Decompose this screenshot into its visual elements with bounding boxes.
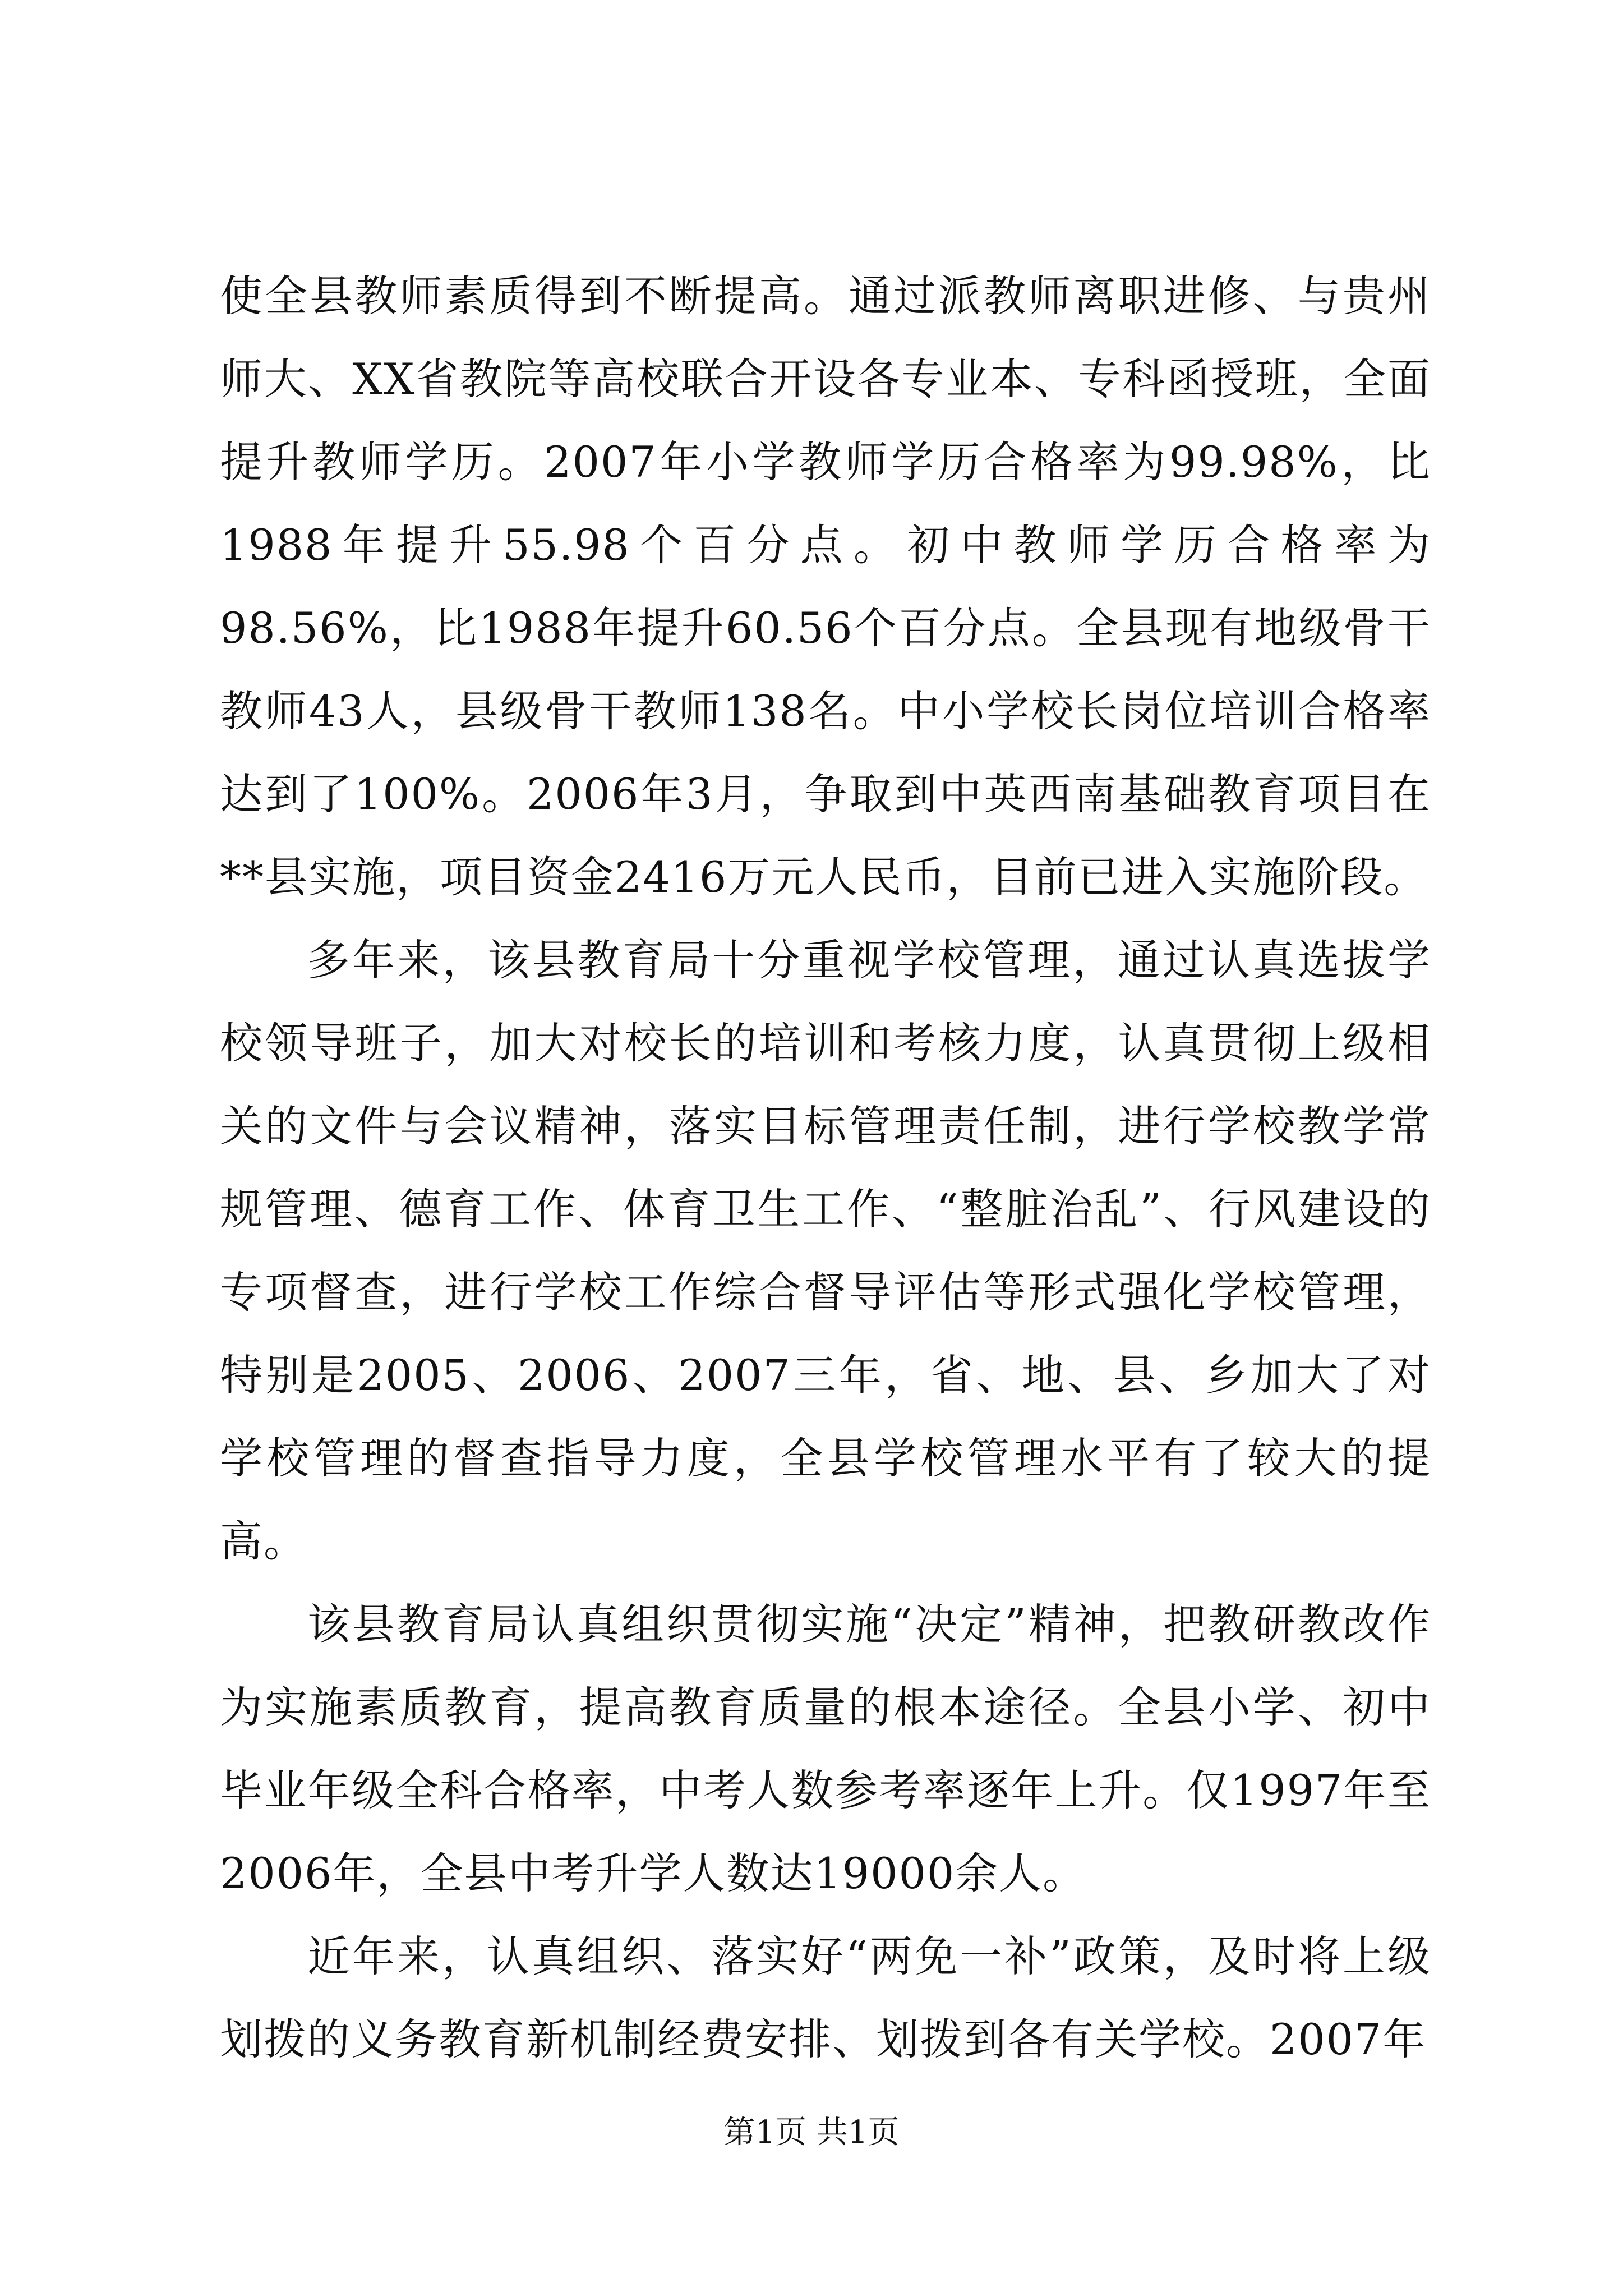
paragraph-2: 多年来，该县教育局十分重视学校管理，通过认真选拔学校领导班子，加大对校长的培训和考核力度，认真贯彻上级相关的文件与会议精神，落实目标管理责任制，进行学校教学常规管理、德育工作、体育卫生工作、“整脏治乱”、行风建设的专项督查，进行学校工作综合督导评估等形式强化学校管理，特别是2005、2006、2007三年，省、地、县、乡加大了对学校管理的督查指导力度，全县学校管理水平有了较大的提高。	[220, 935, 1431, 1566]
page-footer	[0, 2113, 1623, 2153]
paragraph-3: 该县教育局认真组织贯彻实施“决定”精神，把教研教改作为实施素质教育，提高教育质量的根本途径。全县小学、初中毕业年级全科合格率，中考人数参考率逐年上升。仅1997年至2006年，全县中考升学人数达19000余人。	[220, 1599, 1431, 1898]
document-body	[220, 255, 1431, 2081]
paragraph-4: 近年来，认真组织、落实好“两免一补”政策，及时将上级划拨的义务教育新机制经费安排、划拨到各有关学校。2007年	[220, 1931, 1431, 2064]
page-number: 第1页 共1页	[723, 2114, 900, 2151]
paragraph-1: 使全县教师素质得到不断提高。通过派教师离职进修、与贵州师大、XX省教院等高校联合开设各专业本、专科函授班，全面提升教师学历。2007年小学教师学历合格率为99.98%，比1988年提升55.98个百分点。初中教师学历合格率为98.56%，比1988年提升60.56个百分点。全县现有地级骨干教师43人，县级骨干教师138名。中小学校长岗位培训合格率达到了100%。2006年3月，争取到中英西南基础教育项目在**县实施，项目资金2416万元人民币，目前已进入实施阶段。	[220, 271, 1431, 902]
